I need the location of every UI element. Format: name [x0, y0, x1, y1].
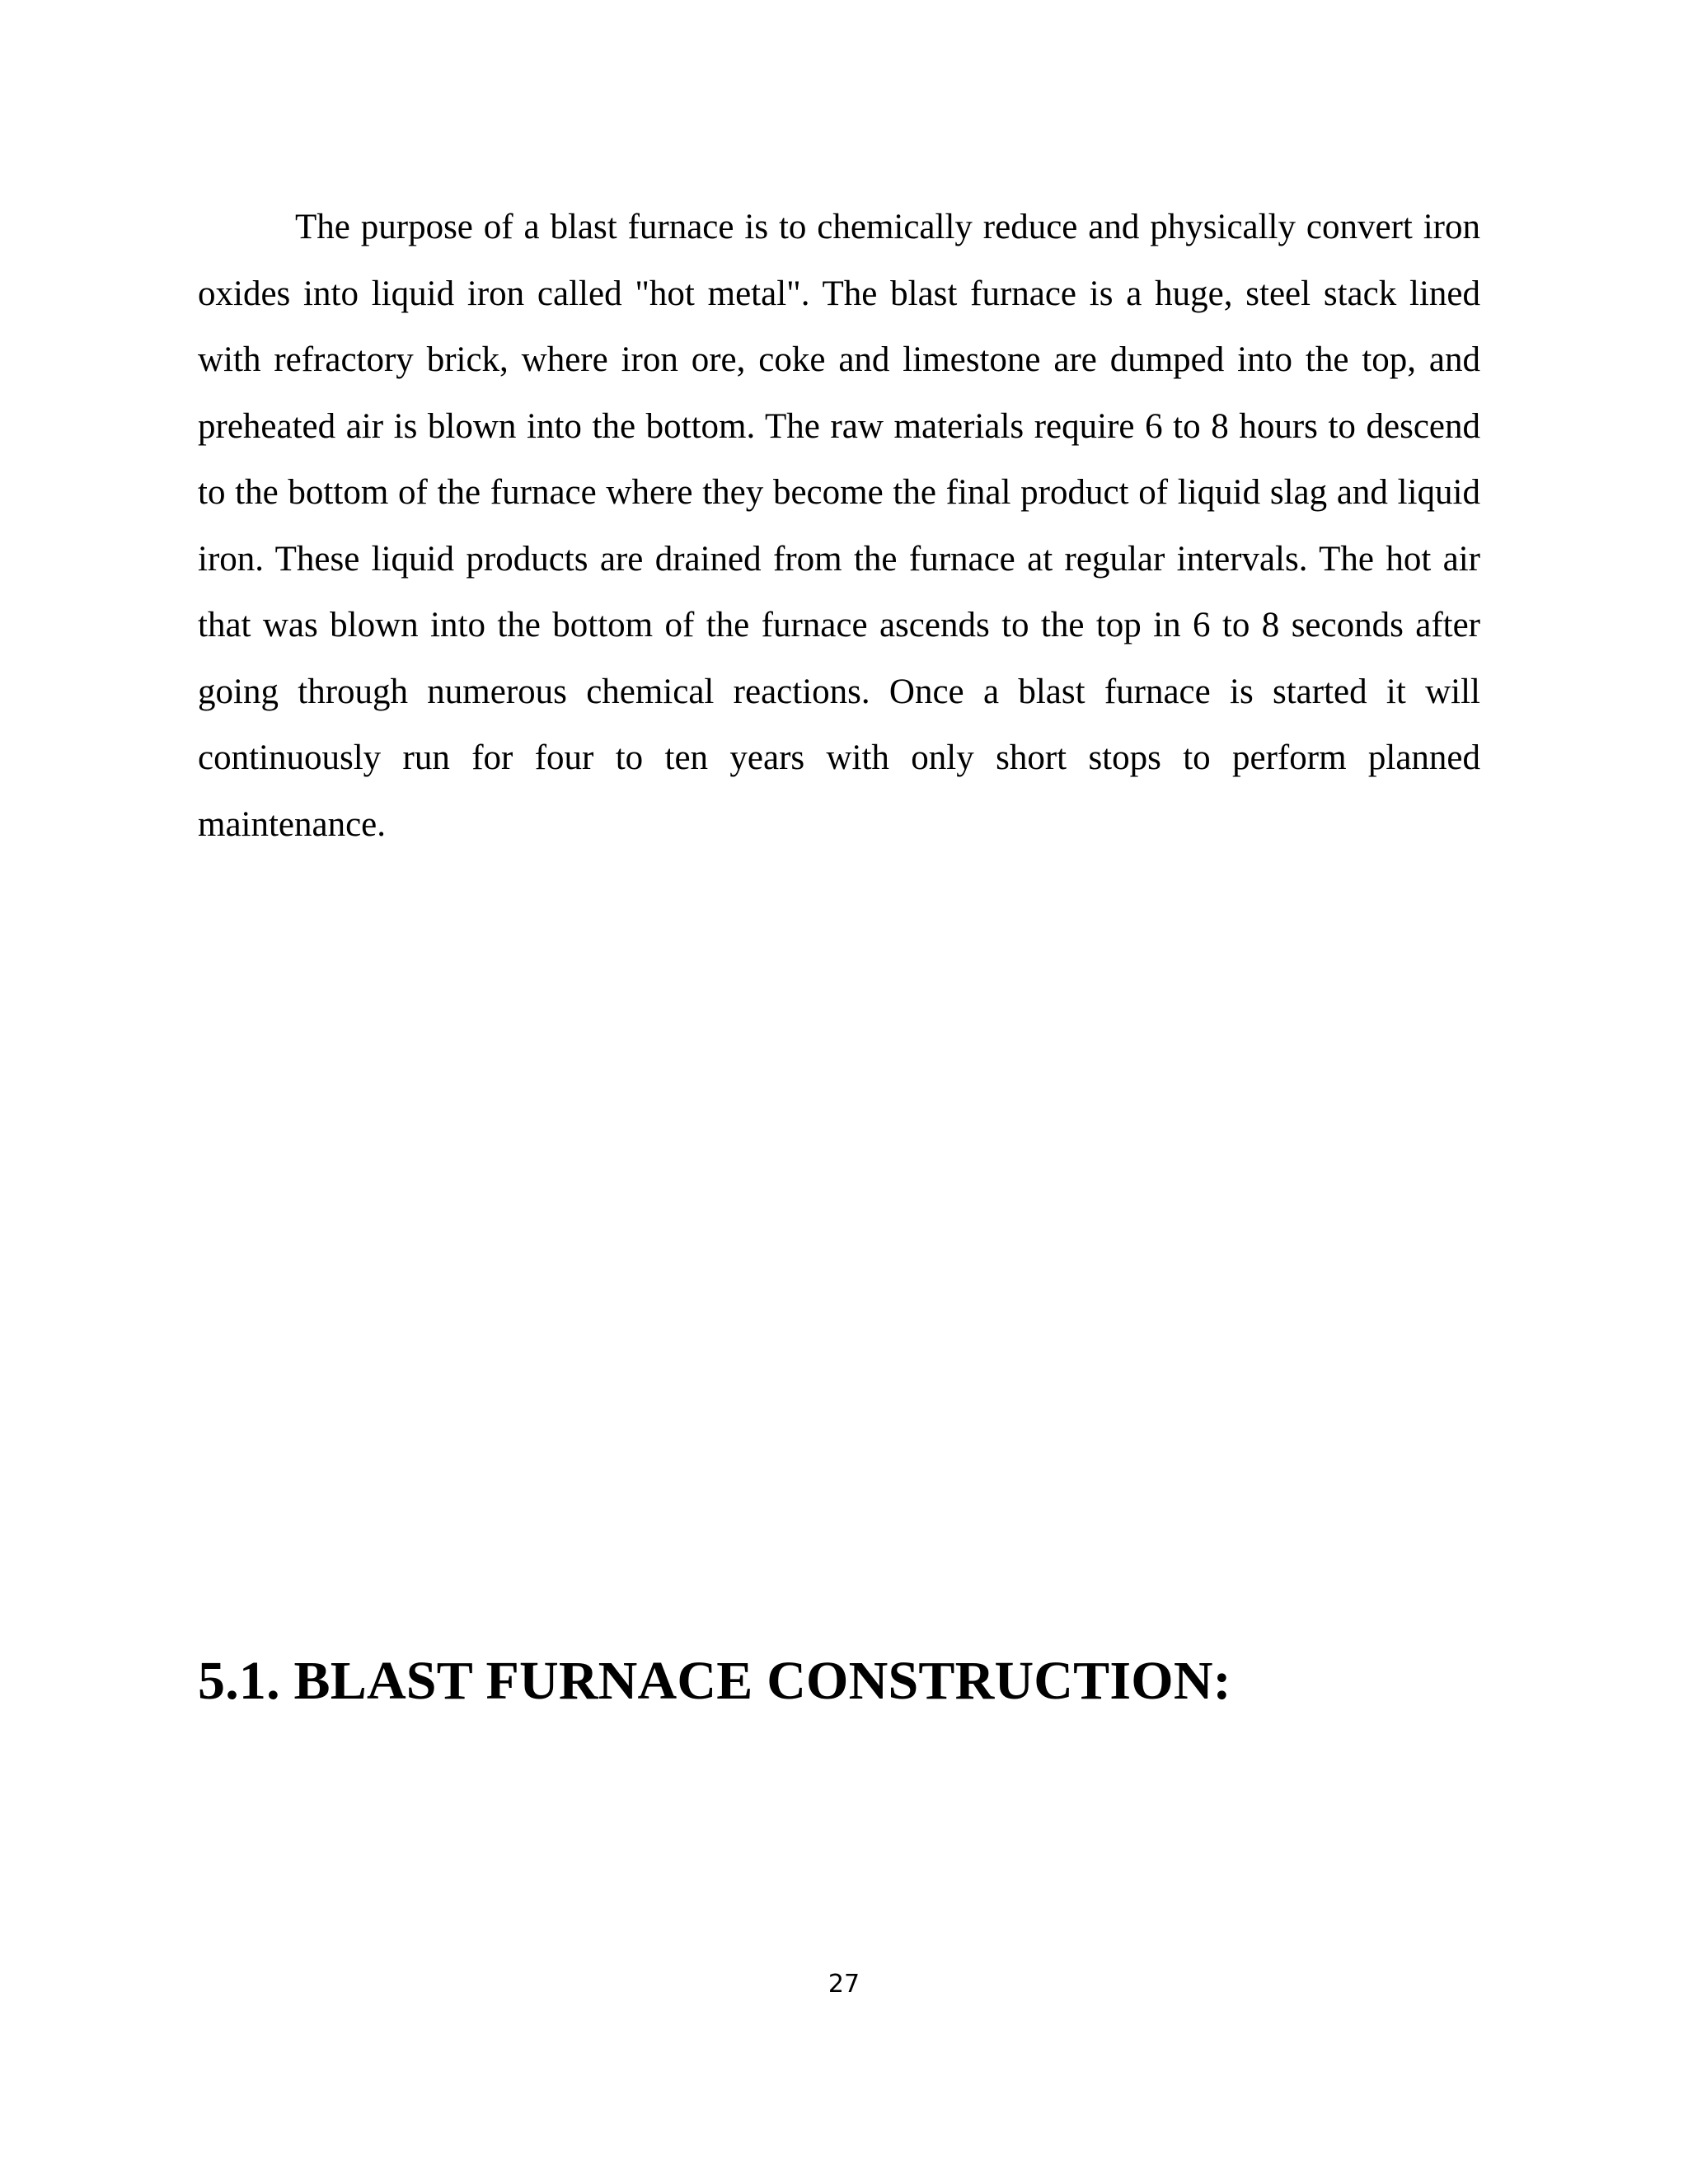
section-heading: 5.1. BLAST FURNACE CONSTRUCTION: — [198, 1651, 1231, 1711]
page-number: 27 — [828, 1970, 860, 1999]
body-paragraph: The purpose of a blast furnace is to chemically reduce and physically convert iron oxides into liquid iron called "hot metal". The blast furnace is a huge, steel stack lined with refractory brick, where iron ore, coke and limestone are dumped into the top, and preheated air is blown into the bottom. The raw materials require 6 to 8 hours to descend to the bottom of the furnace where they become the final product of liquid slag and liquid iron. These liquid products are drained from the furnace at regular intervals. The hot air that was blown into the bottom of the furnace ascends to the top in 6 to 8 seconds after going through numerous chemical reactions. Once a blast furnace is started it will continuously run for four to ten years with only short stops to perform planned maintenance. — [198, 208, 1480, 844]
